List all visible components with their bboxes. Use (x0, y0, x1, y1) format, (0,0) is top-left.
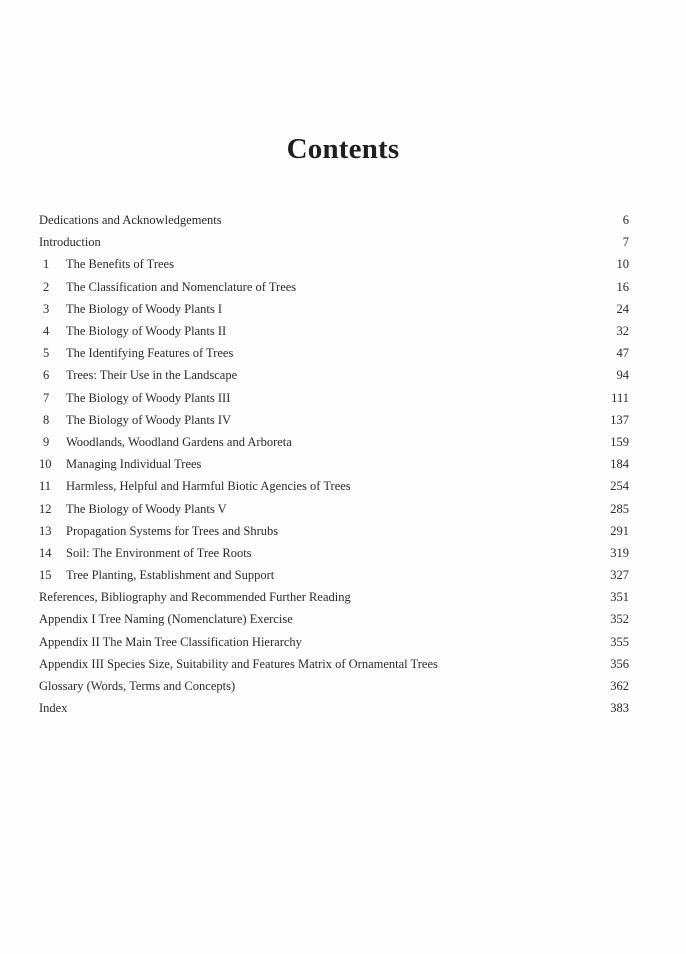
toc-chapter-number: 8 (43, 412, 50, 427)
toc-chapter-number: 13 (39, 523, 52, 538)
toc-entry-title: Index (39, 701, 68, 716)
toc-entry (39, 497, 629, 519)
toc-chapter-number: 7 (43, 390, 50, 405)
toc-page-number: 327 (610, 568, 629, 583)
toc-page-number: 285 (610, 501, 629, 516)
toc-entry (39, 298, 629, 320)
toc-entry-title: The Classification and Nomenclature of Trees (66, 279, 297, 294)
toc-entry-title: The Biology of Woody Plants V (66, 501, 227, 516)
toc-entry (39, 586, 629, 608)
toc-chapter-number: 9 (43, 434, 50, 449)
toc-entry (39, 209, 629, 231)
toc-page-number: 10 (616, 257, 629, 272)
toc-chapter-number: 12 (39, 501, 52, 516)
toc-entry (39, 364, 629, 386)
toc-entry-title: Soil: The Environment of Tree Roots (66, 545, 252, 560)
toc-page-number: 184 (610, 457, 629, 472)
toc-entry (39, 697, 629, 719)
toc-entry-title: The Biology of Woody Plants I (66, 301, 223, 316)
toc-entry-title: References, Bibliography and Recommended Further Reading (39, 590, 351, 605)
toc-entry-title: The Biology of Woody Plants IV (66, 412, 232, 427)
toc-entry (39, 431, 629, 453)
toc-entry-title: Woodlands, Woodland Gardens and Arboreta (66, 434, 292, 449)
page-title: Contents (286, 133, 400, 165)
toc-chapter-number: 11 (39, 479, 52, 494)
toc-entry (39, 276, 629, 298)
toc-chapter-number: 10 (39, 457, 52, 472)
toc-page-number: 32 (616, 324, 629, 339)
toc-entry (39, 631, 629, 653)
toc-page-number: 383 (610, 701, 629, 716)
toc-entry (39, 608, 629, 630)
toc-page-number: 7 (622, 235, 629, 250)
toc-entry (39, 387, 629, 409)
toc-page-number: 6 (622, 213, 629, 228)
toc-entry-title: Tree Planting, Establishment and Support (66, 568, 275, 583)
toc-entry (39, 475, 629, 497)
toc-page-number: 94 (616, 368, 629, 383)
toc-page-number: 137 (610, 412, 629, 427)
toc-entry-title: Managing Individual Trees (66, 457, 202, 472)
toc-entry-title: Appendix I Tree Naming (Nomenclature) Exercise (39, 612, 293, 627)
table-of-contents (39, 209, 629, 719)
toc-entry (39, 564, 629, 586)
toc-page-number: 352 (610, 612, 629, 627)
toc-entry (39, 320, 629, 342)
toc-chapter-number: 3 (43, 301, 50, 316)
toc-chapter-number: 1 (43, 257, 50, 272)
toc-page-number: 291 (610, 523, 629, 538)
toc-page-number: 159 (610, 434, 629, 449)
toc-entry-title: Introduction (39, 235, 101, 250)
toc-page-number: 254 (610, 479, 629, 494)
toc-entry (39, 542, 629, 564)
toc-chapter-number: 6 (43, 368, 50, 383)
toc-entry (39, 520, 629, 542)
toc-page-number: 24 (616, 301, 629, 316)
toc-entry (39, 409, 629, 431)
toc-entry-title: The Benefits of Trees (66, 257, 174, 272)
toc-entry (39, 675, 629, 697)
toc-page-number: 362 (610, 679, 629, 694)
toc-chapter-number: 14 (39, 545, 52, 560)
toc-chapter-number: 5 (43, 346, 50, 361)
toc-chapter-number: 2 (43, 279, 50, 294)
toc-page-number: 47 (616, 346, 629, 361)
toc-chapter-number: 4 (43, 324, 50, 339)
toc-page-number: 16 (616, 279, 629, 294)
toc-page-number: 355 (610, 634, 629, 649)
toc-entry (39, 653, 629, 675)
toc-entry (39, 453, 629, 475)
toc-page-number: 356 (610, 656, 629, 671)
toc-entry-title: Trees: Their Use in the Landscape (66, 368, 238, 383)
toc-entry-title: Glossary (Words, Terms and Concepts) (39, 679, 236, 694)
toc-entry-title: Harmless, Helpful and Harmful Biotic Agencies of Trees (66, 479, 351, 494)
toc-entry-title: The Biology of Woody Plants II (66, 324, 227, 339)
toc-entry (39, 231, 629, 253)
toc-chapter-number: 15 (39, 568, 52, 583)
toc-entry (39, 342, 629, 364)
toc-page-number: 319 (610, 545, 629, 560)
toc-entry-title: The Biology of Woody Plants III (66, 390, 231, 405)
toc-entry-title: The Identifying Features of Trees (66, 346, 234, 361)
toc-page-number: 111 (611, 390, 629, 405)
toc-entry (39, 253, 629, 275)
toc-page-number: 351 (610, 590, 629, 605)
toc-entry-title: Propagation Systems for Trees and Shrubs (66, 523, 279, 538)
toc-entry-title: Appendix II The Main Tree Classification Hierarchy (39, 634, 302, 649)
toc-entry-title: Dedications and Acknowledgements (39, 213, 222, 228)
toc-entry-title: Appendix III Species Size, Suitability and Features Matrix of Ornamental Trees (39, 656, 438, 671)
